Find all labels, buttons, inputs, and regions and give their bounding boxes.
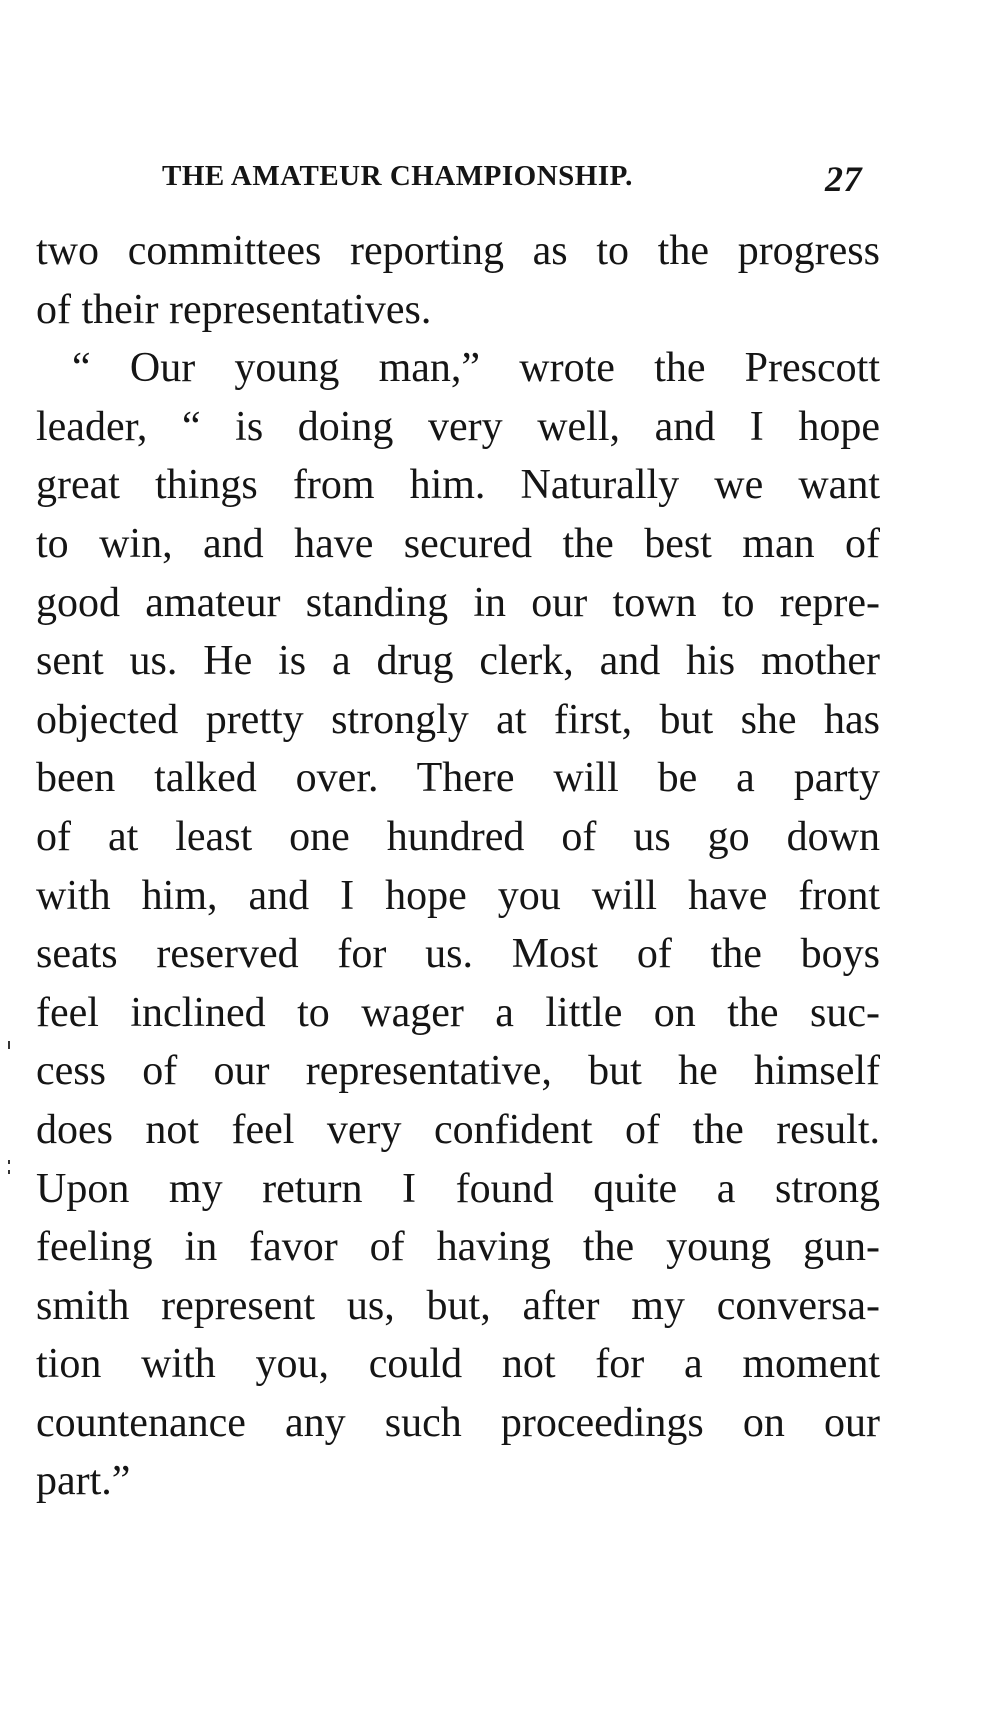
text-line: objected pretty strongly at first, but she has	[36, 696, 880, 743]
text-line: Upon my return I found quite a strong	[36, 1165, 880, 1212]
text-line: leader, “ is doing very well, and I hope	[36, 403, 880, 450]
text-line: part.”	[36, 1458, 131, 1505]
text-line: does not feel very confident of the result.	[36, 1106, 880, 1153]
text-line: cess of our representative, but he himself	[36, 1048, 880, 1095]
text-line: been talked over. There will be a party	[36, 755, 880, 802]
running-title: THE AMATEUR CHAMPIONSHIP.	[162, 160, 633, 192]
text-line: with him, and I hope you will have front	[36, 872, 880, 919]
text-line: “ Our young man,” wrote the Prescott	[72, 345, 880, 392]
text-line: tion with you, could not for a moment	[36, 1341, 880, 1388]
margin-mark	[8, 1041, 10, 1049]
text-line: good amateur standing in our town to repre-	[36, 579, 880, 626]
text-line: smith represent us, but, after my conversa-	[36, 1282, 880, 1329]
running-head	[162, 160, 862, 200]
text-line: seats reserved for us. Most of the boys	[36, 931, 880, 978]
text-line: two committees reporting as to the progress	[36, 228, 880, 274]
text-line: feeling in favor of having the young gun-	[36, 1224, 880, 1271]
text-line: of at least one hundred of us go down	[36, 813, 880, 860]
text-line: feel inclined to wager a little on the suc-	[36, 989, 880, 1036]
text-line: countenance any such proceedings on our	[36, 1399, 880, 1446]
text-line: to win, and have secured the best man of	[36, 520, 880, 567]
text-line: of their representatives.	[36, 286, 432, 333]
text-line: sent us. He is a drug clerk, and his mother	[36, 638, 880, 685]
margin-mark	[8, 1170, 10, 1174]
margin-mark	[8, 1160, 10, 1164]
body-text	[36, 222, 880, 1511]
text-line: great things from him. Naturally we want	[36, 462, 880, 509]
page-number: 27	[825, 159, 862, 199]
